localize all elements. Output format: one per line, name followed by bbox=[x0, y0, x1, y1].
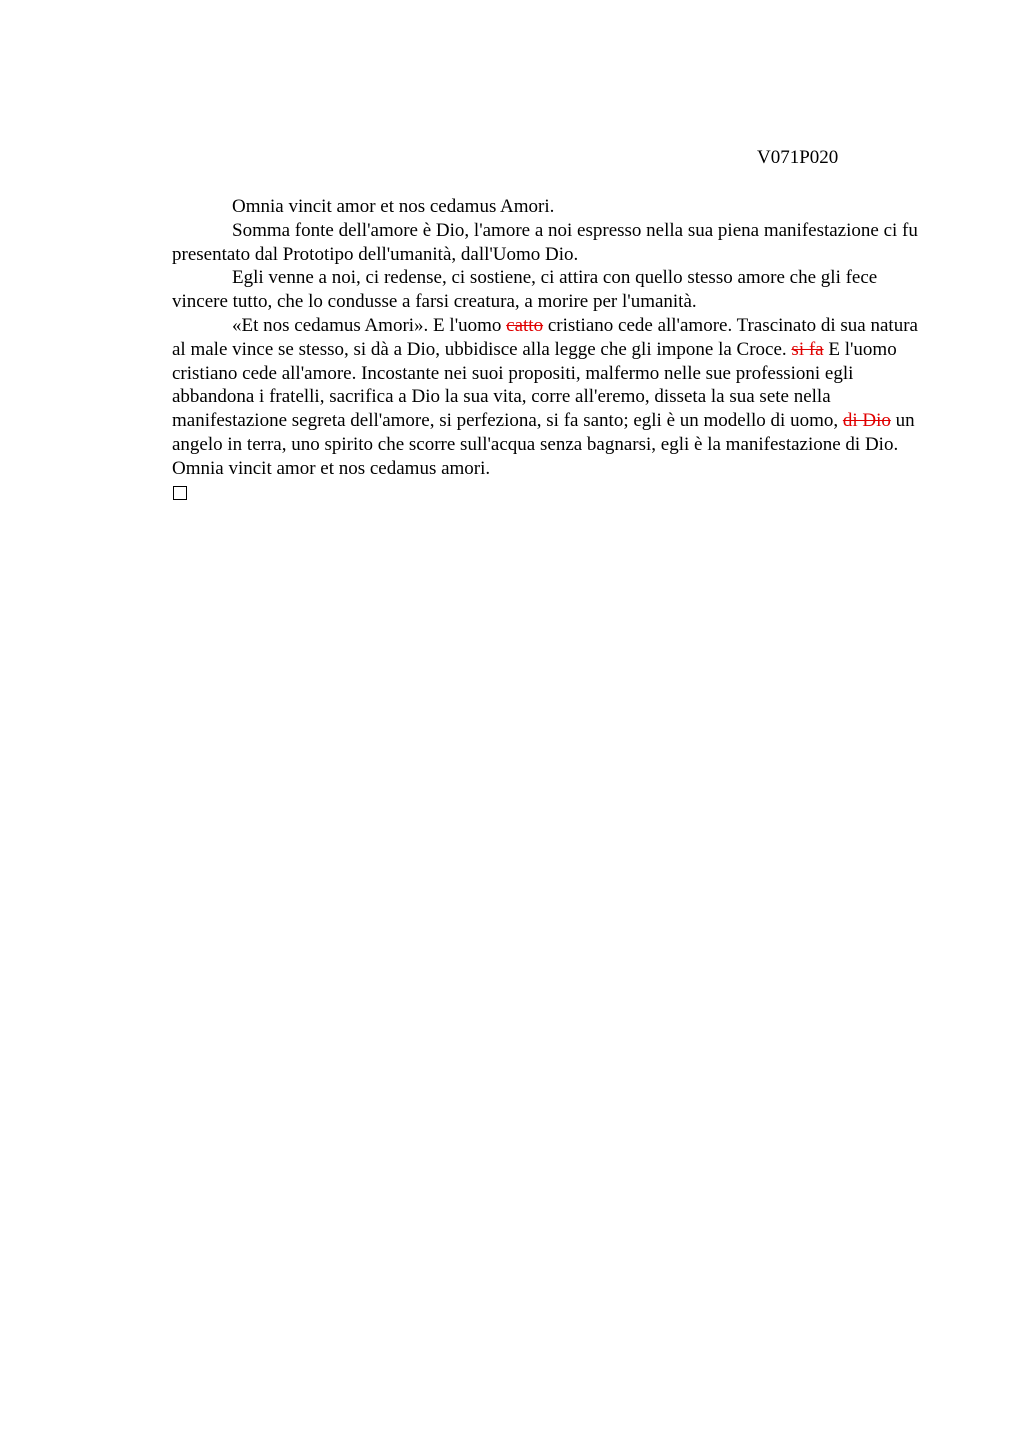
deleted-text: catto bbox=[506, 314, 544, 336]
document-id: V071P020 bbox=[757, 147, 839, 168]
text-segment: E l'uomo cristiano cede all'amore. Incostante nei suoi propositi, malfermo nelle sue professioni egli abbandona i fratelli, sacrifica a Dio la sua vita, corre all'eremo, disseta la sua sete nella manifestazione segreta dell'amore, si perfeziona, si fa santo; egli è un modello di uomo, bbox=[172, 338, 897, 432]
paragraph-2: Somma fonte dell'amore è Dio, l'amore a noi espresso nella sua piena manifestazione ci fu presentato dal Prototipo dell'umanità, dall'Uomo Dio. bbox=[172, 219, 918, 265]
paragraph-4 bbox=[172, 314, 932, 481]
document-body bbox=[172, 195, 932, 500]
paragraph-1: Omnia vincit amor et nos cedamus Amori. bbox=[232, 196, 555, 217]
empty-square-icon bbox=[173, 486, 187, 500]
deleted-text: di Dio bbox=[842, 410, 891, 432]
text-segment: cristiano cede all'amore. Trascinato di sua natura al male vince se stesso, si dà a Dio, ubbidisce alla legge che gli impone la Croce. bbox=[172, 314, 918, 360]
paragraph-3: Egli venne a noi, ci redense, ci sostiene, ci attira con quello stesso amore che gli fece vincere tutto, che lo condusse a farsi creatura, a morire per l'umanità. bbox=[172, 267, 878, 313]
deleted-text: si fa bbox=[791, 338, 824, 360]
text-segment: un angelo in terra, uno spirito che scorre sull'acqua senza bagnarsi, egli è la manifestazione di Dio. Omnia vincit amor et nos cedamus amori. bbox=[172, 410, 915, 479]
text-segment: «Et nos cedamus Amori». E l'uomo bbox=[232, 314, 507, 336]
